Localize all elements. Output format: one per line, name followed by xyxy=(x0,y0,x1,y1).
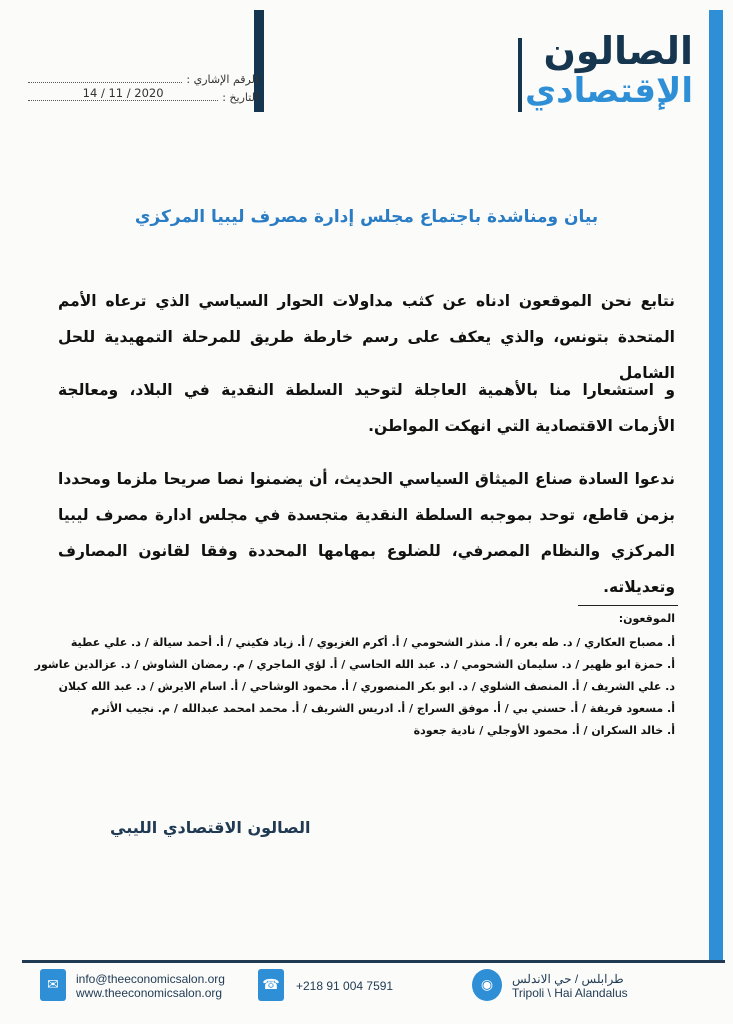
logo-line-1: الصالون xyxy=(543,29,693,73)
footer-divider xyxy=(22,960,725,963)
email-icon: ✉ xyxy=(40,969,66,1001)
footer-address-arabic: طرابلس / حي الاندلس xyxy=(512,972,624,986)
signatories-row: أ. حمزة ابو ظهير / د. سليمان الشحومي / د. عبد الله الحاسي / أ. لؤي الماجري / م. رمضان الشاوش / د. عزالدين عاشور xyxy=(34,658,675,671)
date-row xyxy=(28,86,258,104)
logo-divider xyxy=(518,38,522,112)
signatories-row: د. علي الشريف / أ. المنصف الشلوي / د. ابو بكر المنصوري / أ. محمود الوشاحي / أ. اسام الايرش / د. عبد الله كبلان xyxy=(58,680,675,693)
reference-block xyxy=(28,68,258,104)
footer-email[interactable]: info@theeconomicsalon.org xyxy=(76,972,225,986)
right-accent-bar xyxy=(709,10,723,960)
signatories-row: أ. مصباح العكاري / د. طه بعره / أ. منذر الشحومي / أ. أكرم الغزيوي / أ. زياد فكيني / أ. أحمد سيالة / د. علي عطية xyxy=(70,636,675,649)
document-title: بيان ومناشدة باجتماع مجلس إدارة مصرف ليبيا المركزي xyxy=(134,207,599,227)
closing-signature: الصالون الاقتصادي الليبي xyxy=(110,818,311,837)
paragraph-3: ندعوا السادة صناع الميثاق السياسي الحديث، أن يضمنوا نصا صريحا ملزما ومحددا بزمن قاطع، توحد بموجبه السلطة النقدية متجسدة في مجلس ادارة مصرف ليبيا المركزي والنظام المصرفي، للضلوع بمهامها المحددة وفقا لقانون المصارف وتعديلاته. xyxy=(58,470,675,596)
logo-line-2: الإقتصادي xyxy=(525,71,693,111)
salon-logo xyxy=(518,30,693,115)
reference-number-value xyxy=(28,82,182,83)
paragraph-1: نتابع نحن الموقعون ادناه عن كثب مداولات الحوار السياسي الذي ترعاه الأمم المتحدة بتونس، والذي يعكف على رسم خارطة طريق للمرحلة التمهيدية للحل الشامل xyxy=(58,292,675,382)
signatories-heading: الموقعون: xyxy=(618,612,675,625)
date-label: التاريخ : xyxy=(222,91,258,104)
footer-website[interactable]: www.theeconomicsalon.org xyxy=(76,986,223,1000)
reference-number-label: الرقم الإشاري : xyxy=(186,73,258,86)
signatories-list xyxy=(34,632,675,742)
signatories-row: أ. مسعود قريفة / أ. حسني بي / أ. موفق السراج / أ. ادريس الشريف / أ. محمد امحمد عبدالله / م. نجيب الأثرم xyxy=(90,702,675,715)
signatories-divider xyxy=(578,605,678,606)
paragraph-2: و استشعارا منا بالأهمية العاجلة لتوحيد السلطة النقدية في البلاد، ومعالجة الأزمات الاقتصادية التي انهكت المواطن. xyxy=(58,381,675,435)
reference-number-row xyxy=(28,68,258,86)
footer xyxy=(40,968,693,1002)
footer-phone: +218 91 004 7591 xyxy=(296,979,394,993)
signatories-row: أ. خالد السكران / أ. محمود الأوجلي / نادية جعودة xyxy=(413,724,675,737)
phone-icon: ☎ xyxy=(258,969,284,1001)
date-value: 14 / 11 / 2020 xyxy=(28,86,218,101)
location-icon: ◉ xyxy=(472,969,502,1001)
footer-address-english: Tripoli \ Hai Alandalus xyxy=(512,986,628,1000)
